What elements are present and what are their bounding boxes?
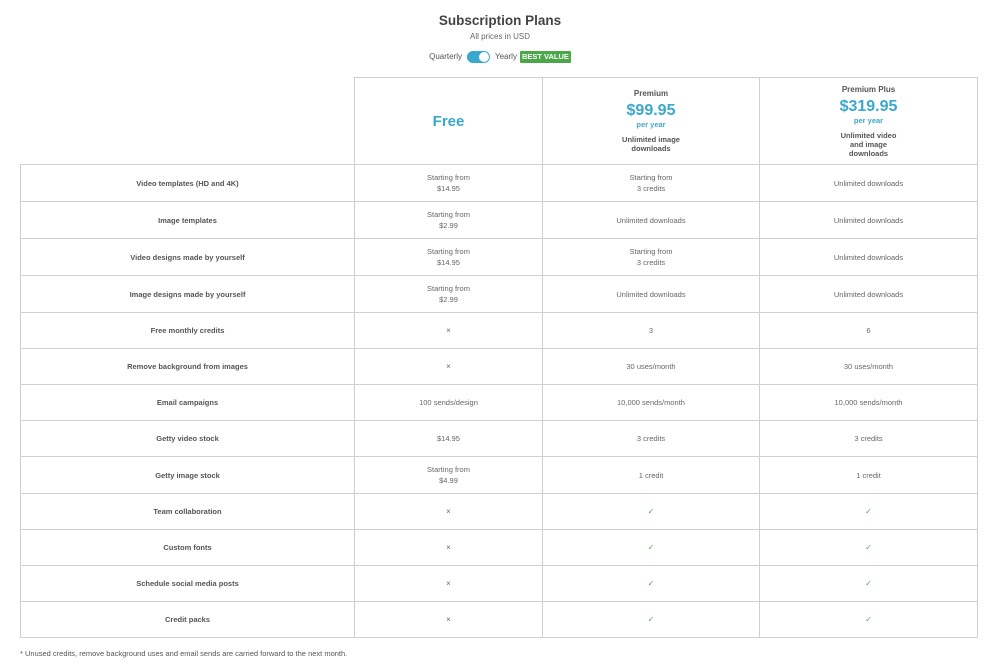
page-subtitle: All prices in USD: [469, 32, 530, 41]
free-plan-cell: 100 sends/design: [355, 385, 543, 421]
switch-knob: [479, 52, 489, 62]
free-plan-cell: Starting from $14.95: [355, 239, 543, 276]
checkmark-icon: ✓: [647, 543, 655, 552]
feature-name-cell: Remove background from images: [21, 349, 355, 385]
yearly-label[interactable]: Yearly: [495, 52, 517, 61]
feature-name-cell: Free monthly credits: [21, 313, 355, 349]
checkmark-icon: ✓: [865, 543, 872, 552]
premium-plan-cell: 3: [543, 313, 760, 349]
table-row: [21, 202, 978, 239]
checkmark-icon: ✓: [865, 615, 872, 624]
premium-plus-plan-cell: 30 uses/month: [760, 349, 978, 385]
plan-description-premium-plus: Unlimited video and image downloads: [840, 130, 897, 158]
premium-plan-cell: [543, 530, 760, 566]
premium-plan-cell: 10,000 sends/month: [543, 385, 760, 421]
plan-price-premium-plus: $319.95: [839, 97, 898, 115]
premium-plus-plan-cell: Unlimited downloads: [760, 239, 978, 276]
free-plan-cell: Starting from $14.95: [355, 165, 543, 202]
premium-plan-cell: Unlimited downloads: [543, 202, 760, 239]
plan-header-free: [355, 78, 543, 165]
feature-name-cell: Team collaboration: [21, 494, 355, 530]
feature-name-cell: Schedule social media posts: [21, 566, 355, 602]
free-plan-cell: Starting from $2.99: [355, 202, 543, 239]
plan-header-premium: [543, 78, 760, 165]
table-row: [21, 602, 978, 638]
premium-plus-plan-cell: Unlimited downloads: [760, 202, 978, 239]
best-value-badge: BEST VALUE: [521, 52, 569, 61]
checkmark-icon: ✓: [647, 507, 655, 516]
billing-period-switch[interactable]: [467, 51, 490, 63]
free-plan-cell: [355, 349, 543, 385]
premium-plus-plan-cell: 1 credit: [760, 457, 978, 494]
page-title: Subscription Plans: [438, 13, 562, 28]
plans-comparison-table: [20, 77, 978, 638]
premium-plus-plan-cell: Unlimited downloads: [760, 276, 978, 313]
plan-price-premium: $99.95: [626, 102, 676, 119]
premium-plus-plan-cell: 6: [760, 313, 978, 349]
premium-plan-cell: [543, 494, 760, 530]
feature-name-cell: Credit packs: [21, 602, 355, 638]
feature-name-cell: Image templates: [21, 202, 355, 239]
cross-icon: ×: [446, 615, 451, 624]
table-row: [21, 385, 978, 421]
premium-plan-cell: Starting from 3 credits: [543, 165, 760, 202]
feature-name-cell: Video templates (HD and 4K): [21, 165, 355, 202]
premium-plan-cell: 1 credit: [543, 457, 760, 494]
premium-plus-plan-cell: Unlimited downloads: [760, 165, 978, 202]
header-blank-cell: [21, 78, 355, 165]
premium-plus-plan-cell: [760, 566, 978, 602]
table-row: [21, 530, 978, 566]
feature-name-cell: Image designs made by yourself: [21, 276, 355, 313]
quarterly-label[interactable]: Quarterly: [429, 52, 462, 61]
checkmark-icon: ✓: [647, 579, 655, 588]
table-row: [21, 421, 978, 457]
checkmark-icon: ✓: [865, 579, 872, 588]
feature-name-cell: Email campaigns: [21, 385, 355, 421]
feature-name-cell: Video designs made by yourself: [21, 239, 355, 276]
cross-icon: ×: [446, 362, 451, 371]
checkmark-icon: ✓: [647, 615, 655, 624]
plan-name-free: Free: [432, 112, 465, 130]
free-plan-cell: [355, 313, 543, 349]
free-plan-cell: Starting from $2.99: [355, 276, 543, 313]
page-header: [0, 13, 1000, 42]
premium-plus-plan-cell: [760, 602, 978, 638]
checkmark-icon: ✓: [865, 507, 872, 516]
feature-name-cell: Getty video stock: [21, 421, 355, 457]
table-row: [21, 239, 978, 276]
table-row: [21, 276, 978, 313]
plan-period-premium-plus: per year: [853, 115, 884, 125]
cross-icon: ×: [446, 507, 451, 516]
plans-header-row: [21, 78, 978, 165]
plan-name-premium-plus: Premium Plus: [841, 84, 896, 94]
premium-plan-cell: [543, 602, 760, 638]
premium-plan-cell: [543, 566, 760, 602]
free-plan-cell: Starting from $4.99: [355, 457, 543, 494]
free-plan-cell: $14.95: [355, 421, 543, 457]
free-plan-cell: [355, 530, 543, 566]
table-row: [21, 165, 978, 202]
billing-toggle-row: [0, 51, 1000, 63]
free-plan-cell: [355, 566, 543, 602]
premium-plan-cell: 3 credits: [543, 421, 760, 457]
feature-name-cell: Getty image stock: [21, 457, 355, 494]
plan-header-premium-plus: [760, 78, 978, 165]
plan-name-premium: Premium: [633, 89, 669, 98]
premium-plus-plan-cell: 10,000 sends/month: [760, 385, 978, 421]
table-row: [21, 457, 978, 494]
premium-plus-plan-cell: [760, 494, 978, 530]
cross-icon: ×: [446, 579, 451, 588]
premium-plan-cell: Unlimited downloads: [543, 276, 760, 313]
table-row: [21, 494, 978, 530]
plan-description-premium: Unlimited image downloads: [622, 135, 680, 153]
cross-icon: ×: [446, 543, 451, 552]
premium-plus-plan-cell: 3 credits: [760, 421, 978, 457]
premium-plan-cell: Starting from 3 credits: [543, 239, 760, 276]
table-row: [21, 349, 978, 385]
free-plan-cell: [355, 602, 543, 638]
cross-icon: ×: [446, 326, 451, 335]
free-plan-cell: [355, 494, 543, 530]
feature-name-cell: Custom fonts: [21, 530, 355, 566]
premium-plan-cell: 30 uses/month: [543, 349, 760, 385]
table-row: [21, 313, 978, 349]
premium-plus-plan-cell: [760, 530, 978, 566]
plan-period-premium: per year: [636, 120, 666, 129]
table-row: [21, 566, 978, 602]
feature-rows: [21, 165, 978, 638]
footnote: * Unused credits, remove background uses and email sends are carried forward to the next month.: [20, 649, 348, 658]
